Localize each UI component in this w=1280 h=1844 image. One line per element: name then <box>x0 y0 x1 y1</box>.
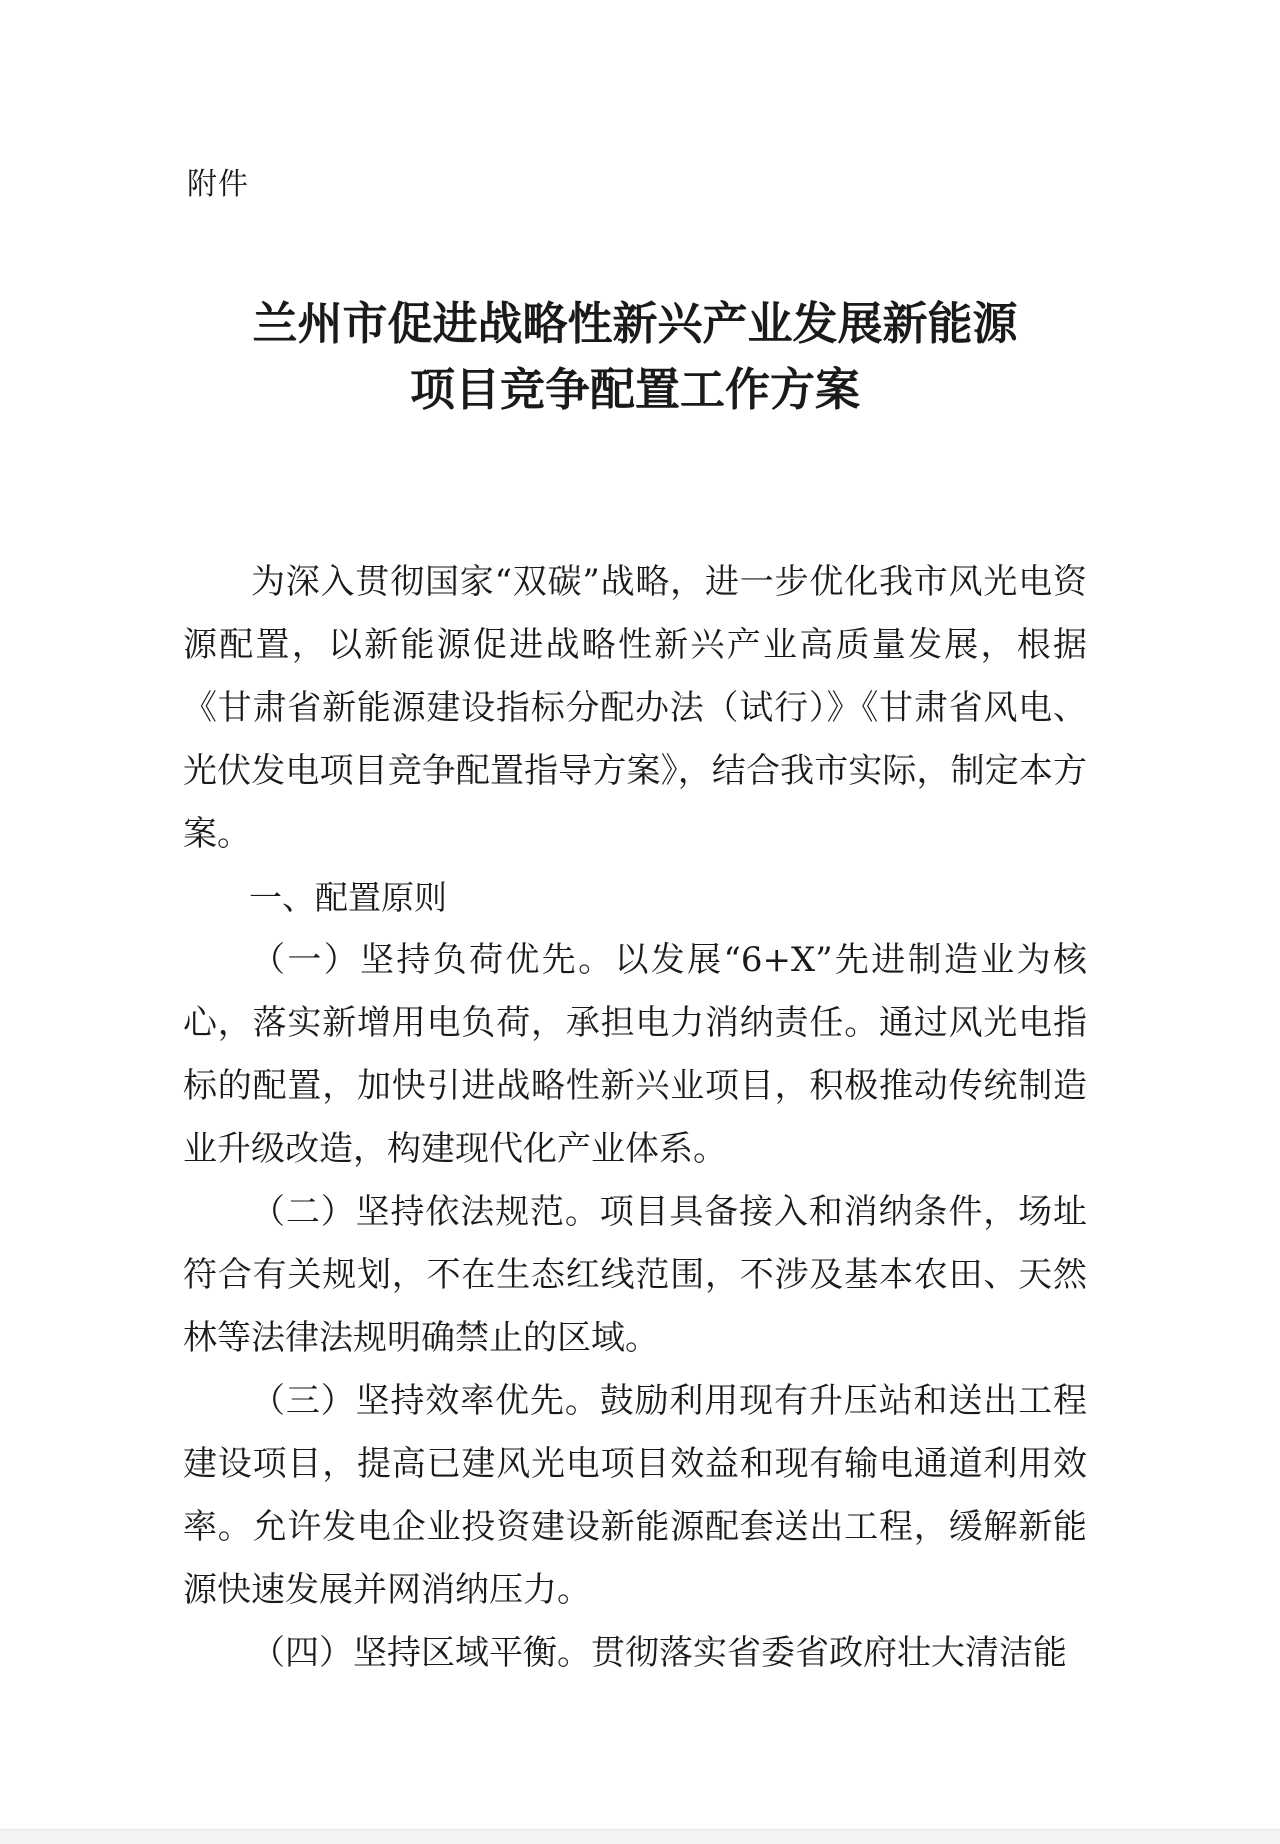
scan-bottom-edge <box>0 1829 1280 1844</box>
title-line-2: 项目竞争配置工作方案 <box>409 363 860 416</box>
principle-paragraph-4: （四）坚持区域平衡。贯彻落实省委省政府壮大清洁能 <box>251 1633 1067 1673</box>
principle-paragraph-3: （三）坚持效率优先。鼓励利用现有升压站和送出工程建设项目，提高已建风光电项目效益和现有输电通道利用效率。允许发电企业投资建设新能源配套送出工程，缓解新能源快速发展并网消纳压力。 <box>183 1381 1087 1610</box>
document-body <box>183 551 1087 1685</box>
section-heading-principles: 一、配置原则 <box>249 878 447 917</box>
title-line-1: 兰州市促进战略性新兴产业发展新能源 <box>252 297 1018 350</box>
attachment-label: 附件 <box>187 167 249 202</box>
principle-paragraph-2: （二）坚持依法规范。项目具备接入和消纳条件，场址符合有关规划，不在生态红线范围，不涉及基本农田、天然林等法律法规明确禁止的区域。 <box>183 1192 1087 1358</box>
document-title <box>183 291 1087 423</box>
intro-paragraph: 为深入贯彻国家“双碳”战略，进一步优化我市风光电资源配置，以新能源促进战略性新兴产业高质量发展，根据《甘肃省新能源建设指标分配办法（试行）》《甘肃省风电、光伏发电项目竞争配置指导方案》，结合我市实际，制定本方案。 <box>183 562 1087 854</box>
principle-paragraph-1: （一）坚持负荷优先。以发展“6+X”先进制造业为核心，落实新增用电负荷，承担电力消纳责任。通过风光电指标的配置，加快引进战略性新兴业项目，积极推动传统制造业升级改造，构建现代化产业体系。 <box>183 940 1087 1169</box>
